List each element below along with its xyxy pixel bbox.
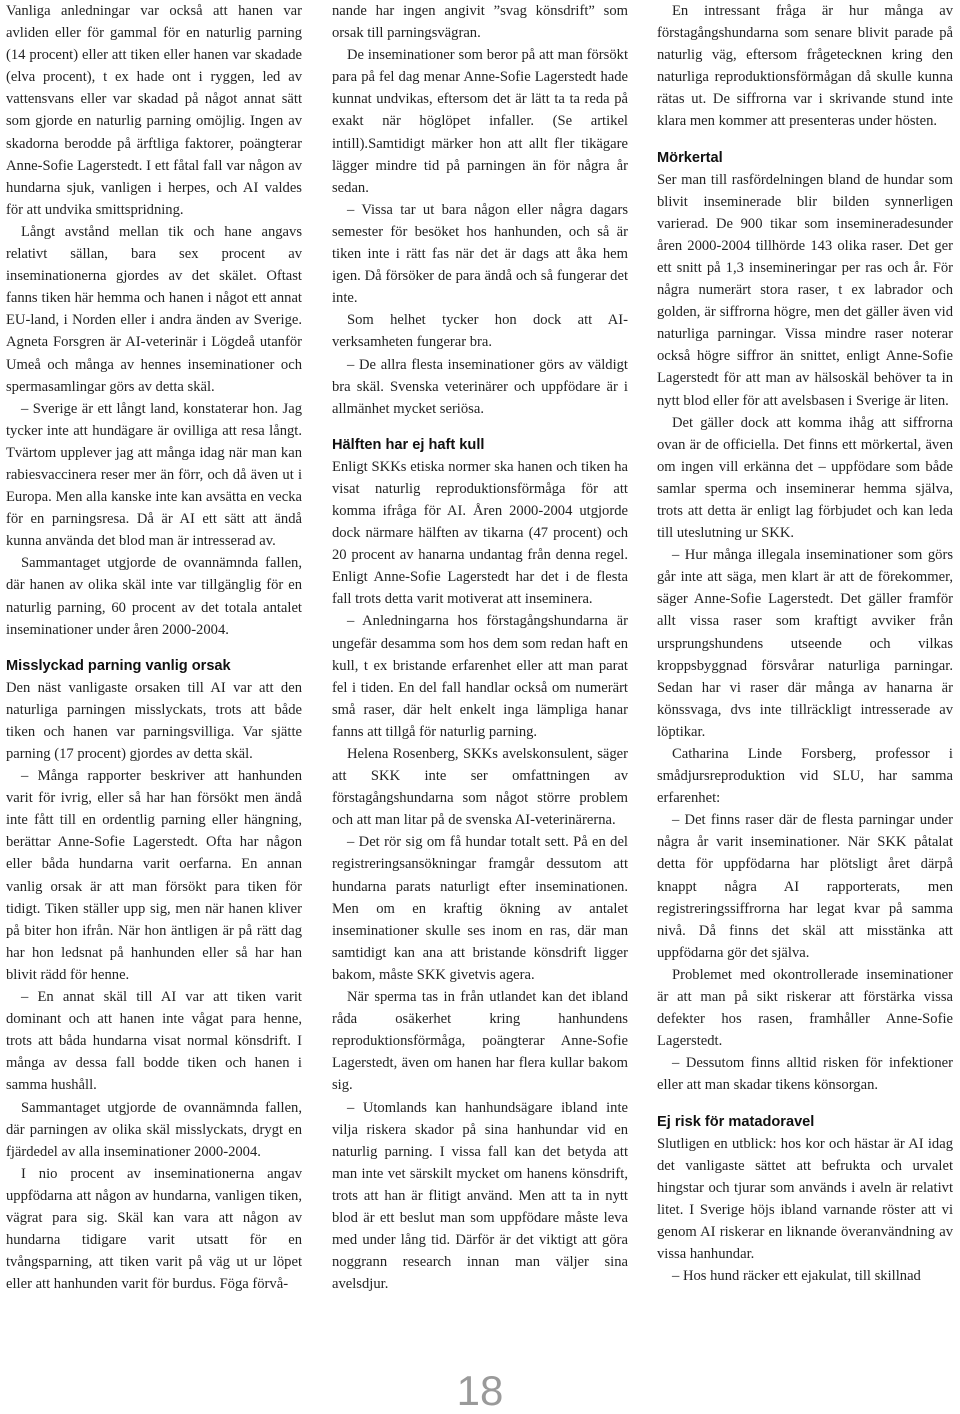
paragraph: – Hur många illegala inseminationer som görs går inte att säga, men klart är att de förekommer, säger Anne-Sofie Lagerstedt. Det gäller framför allt vissa raser som kraftigt avviker från ursprungshundens utseende och vilkas kroppsbyggnad försvårar naturliga parningar. Sedan har vi raser där många av hanarna är könssvaga, dvs inte tillräckligt intresserade av löptikar. (657, 547, 953, 740)
paragraph: Det gäller dock att komma ihåg att siffrorna ovan är de officiella. Det finns ett mörkertal, även om ingen vill erkänna det – uppfödare som både samlar sperma och inseminerar hemma själva, trots att detta är enligt lag förbjudet och kan leda till uteslutning ur SKK. (657, 414, 953, 542)
paragraph: Enligt SKKs etiska normer ska hanen och tiken ha visat naturlig reproduktionsförmåga för att komma ifråga för AI. Åren 2000-2004 utgjorde dock närmare hälften av tikarna (47 procent) och 20 procent av hanarna undantag från denna regel. Enligt Anne-Sofie Lagerstedt har det i de flesta fall trots detta varit motiverat att inseminera. (332, 458, 628, 608)
paragraph: Slutligen en utblick: hos kor och hästar är AI idag det vanligaste sättet att befrukta och urvalet hingstar och tjurar som används i aveln är relativt litet. I Sverige höjs ibland varnande röster att vi genom AI riskerar en liknande överanvändning av vissa hanhundar. (657, 1135, 953, 1262)
article-column-3 (657, 0, 953, 1287)
paragraph: – En annat skäl till AI var att tiken varit dominant och att hanen inte vågat para henne, trots att båda hundarna visat normal könsdrift. I många av dessa fall bodde tiken och hanen i samma hushåll. (6, 989, 302, 1094)
article-column-1 (6, 0, 302, 1295)
paragraph: – Många rapporter beskriver att hanhunden varit för ivrig, eller så har han försökt men ändå inte fått till en ordentlig parning eller hängning, berättar Anne-Sofie Lagerstedt. Ofta har någon eller båda hundarna varit oerfarna. En annan vanlig orsak är att man försökt para tiken för tidigt. Tiken ställer upp sig, men när hanen kliver på biter hon ifrån. När hon äntligen är på rätt dag har hon ledsnat på hanhunden eller så har han blivit rädd för henne. (6, 768, 302, 983)
paragraph: Catharina Linde Forsberg, professor i smådjursreproduktion vid SLU, har samma erfarenhet: (657, 746, 953, 807)
paragraph: – Vissa tar ut bara någon eller några dagars semester för besöket hos hanhunden, och så är tiken inte i rätt fas när det är dags att åka hem igen. Då försöker de para ändå och så fungerar det inte. (332, 201, 628, 307)
section-heading: Ej risk för matadoravel (657, 1113, 815, 1130)
paragraph: – Sverige är ett långt land, konstaterar hon. Jag tycker inte att hundägare är ovilliga att resa långt. Tvärtom upplever jag att många idag när man kan rabiesvaccinera reser mer än förr, och då även ut i Europa. Men alla kanske inte kan avsätta en vecka för en parningsresa. Då är AI ett sätt att ändå kunna använda det blod man är intresserad av. (6, 400, 302, 550)
paragraph: nande har ingen angivit ”svag könsdrift” som orsak till parningsvägran. (332, 3, 628, 42)
paragraph: En intressant fråga är hur många av förstagångshundarna som senare blivit parade på naturlig väg, eftersom frågetecknen kring den naturliga reproduktionsförmågan då skulle kunna rätas ut. De siffrorna var i skrivande stund inte klara men kommer att presenteras under hösten. (657, 3, 953, 130)
paragraph: Vanliga anledningar var också att hanen var avliden eller för gammal för en naturlig parning (14 procent) eller att tiken eller hanen var skadade (elva procent), t ex hade ont i ryggen, led av vattensvans eller var skadad på något annat sätt som gjorde en naturlig parning omöjlig. Ingen av skadorna berodde på ärftliga faktorer, poängterar Anne-Sofie Lagerstedt. I ett fåtal fall var någon av hundarna sjuk, vanligen i herpes, och AI valdes för att undvika smittspridning. (6, 3, 302, 218)
section-heading: Mörkertal (657, 149, 723, 166)
paragraph: – Det finns raser där de flesta parningar under några år varit inseminationer. När SKK påtalat detta för uppfödarna har plötsligt året därpå knappt några AI rapporterats, men registreringssiffrorna har legat kvar på samma nivå. Då finns det skäl att misstänka att uppfödarna gör det själva. (657, 812, 953, 961)
paragraph: När sperma tas in från utlandet kan det ibland råda osäkerhet kring hanhundens reproduktionsförmåga, poängterar Anne-Sofie Lagerstedt, även om hanen har flera kullar bakom sig. (332, 989, 628, 1094)
paragraph: – De allra flesta inseminationer görs av väldigt bra skäl. Svenska veterinärer och uppfödare är i allmänhet mycket seriösa. (332, 356, 628, 417)
paragraph: – Det rör sig om få hundar totalt sett. På en del registreringsansökningar framgår dessutom att hundarna parats naturligt efter inseminationen. Men om en kraftig ökning av antalet inseminationer skulle ses inom en ras, där man samtidigt kan ana att bristande könsdrift ligger bakom, måste SKK givetvis agera. (332, 834, 628, 983)
paragraph: Problemet med okontrollerade inseminationer är att man på sikt riskerar att förstärka vissa defekter hos rasen, framhåller Anne-Sofie Lagerstedt. (657, 966, 953, 1050)
paragraph: – Dessutom finns alltid risken för infektioner eller att man skadar tikens könsorgan. (657, 1055, 953, 1094)
article-column-2 (332, 0, 628, 1295)
paragraph: Ser man till rasfördelningen bland de hundar som blivit inseminerade blir bilden synnerligen varierad. De 900 tikar som insemineradesunder åren 2000-2004 tillhörde 143 olika raser. Det ger ett snitt på 1,3 insemineringar per ras och år. För några numerärt stora raser, t ex labrador och golden, är siffrorna högre, men det gäller även vid naturliga parningar. Vissa mindre raser noterar också högre siffror än snittet, enligt Anne-Sofie Lagerstedt för att man av hälsoskäl behöver ta in nytt blod eller för att avelsbasen i Sverige är liten. (657, 171, 953, 409)
paragraph: I nio procent av inseminationerna angav uppfödarna att någon av hundarna, vanligen tiken, vägrat para sig. Skäl kan vara att någon av hundarna tidigare varit utsatt för en tvångsparning, att tiken varit på väg ut ur löpet eller att hanhunden varit för burdus. Föga förvå- (6, 1165, 302, 1293)
paragraph: Sammantaget utgjorde de ovannämnda fallen, där parningen av olika skäl misslyckats, drygt en fjärdedel av alla inseminationer 2000-2004. (6, 1099, 302, 1160)
paragraph: Långt avstånd mellan tik och hane angavs relativt sällan, bara sex procent av inseminationerna gjordes av det skälet. Oftast fanns tiken här hemma och hanen i något ett annat EU-land, i Norden eller i andra änden av Sverige. Agneta Forsgren är AI-veterinär i Lögdeå utanför Umeå och många av hennes inseminationer och spermasamlingar görs av detta skäl. (6, 223, 302, 395)
paragraph: – Utomlands kan hanhundsägare ibland inte vilja riskera skador på sina hanhundar vid en naturlig parning. I vissa fall kan det betyda att man inte vet särskilt mycket om hanens könsdrift, trots att han är flitigt använd. Men att ta in nytt blod är ett beslut man som uppfödare måste leva med under lång tid. Därför är det viktigt att göra noggrann research innan man väljer sina avelsdjur. (332, 1099, 628, 1293)
section-heading: Hälften har ej haft kull (332, 436, 485, 453)
paragraph: De inseminationer som beror på att man försökt para på fel dag menar Anne-Sofie Lagerstedt hade kunnat undvikas, eftersom det är lätt ta ta reda på exakt när höglöpet infaller. (Se artikel intill).Samtidigt märker hon att allt fler tikägare lägger mindre tid på parningen än för några år sedan. (332, 47, 628, 196)
paragraph: Som helhet tycker hon dock att AI-verksamheten fungerar bra. (332, 312, 628, 351)
section-heading: Misslyckad parning vanlig orsak (6, 657, 231, 674)
paragraph: – Hos hund räcker ett ejakulat, till skillnad (672, 1268, 921, 1285)
paragraph: Helena Rosenberg, SKKs avelskonsulent, säger att SKK inte ser omfattningen av förstagångshundarna som något större problem och att man litar på de svenska AI-veterinärerna. (332, 746, 628, 829)
paragraph: – Anledningarna hos förstagångshundarna är ungefär desamma som hos dem som redan haft en kull, t ex bristande erfarenhet eller att man parat fel i tiden. En del fall handlar också om numerärt små raser, där helt enkelt inga lämpliga hanar fanns att tillgå för naturlig parning. (332, 613, 628, 740)
paragraph: Den näst vanligaste orsaken till AI var att den naturliga parningen misslyckats, trots att både tiken och hanen var parningsvilliga. Var sjätte parning (17 procent) gjordes av detta skäl. (6, 679, 302, 762)
paragraph: Sammantaget utgjorde de ovannämnda fallen, där hanen av olika skäl inte var tillgänglig för en naturlig parning, 60 procent av det totala antalet inseminationer under åren 2000-2004. (6, 555, 302, 638)
page-number: 18 (456, 1367, 504, 1414)
